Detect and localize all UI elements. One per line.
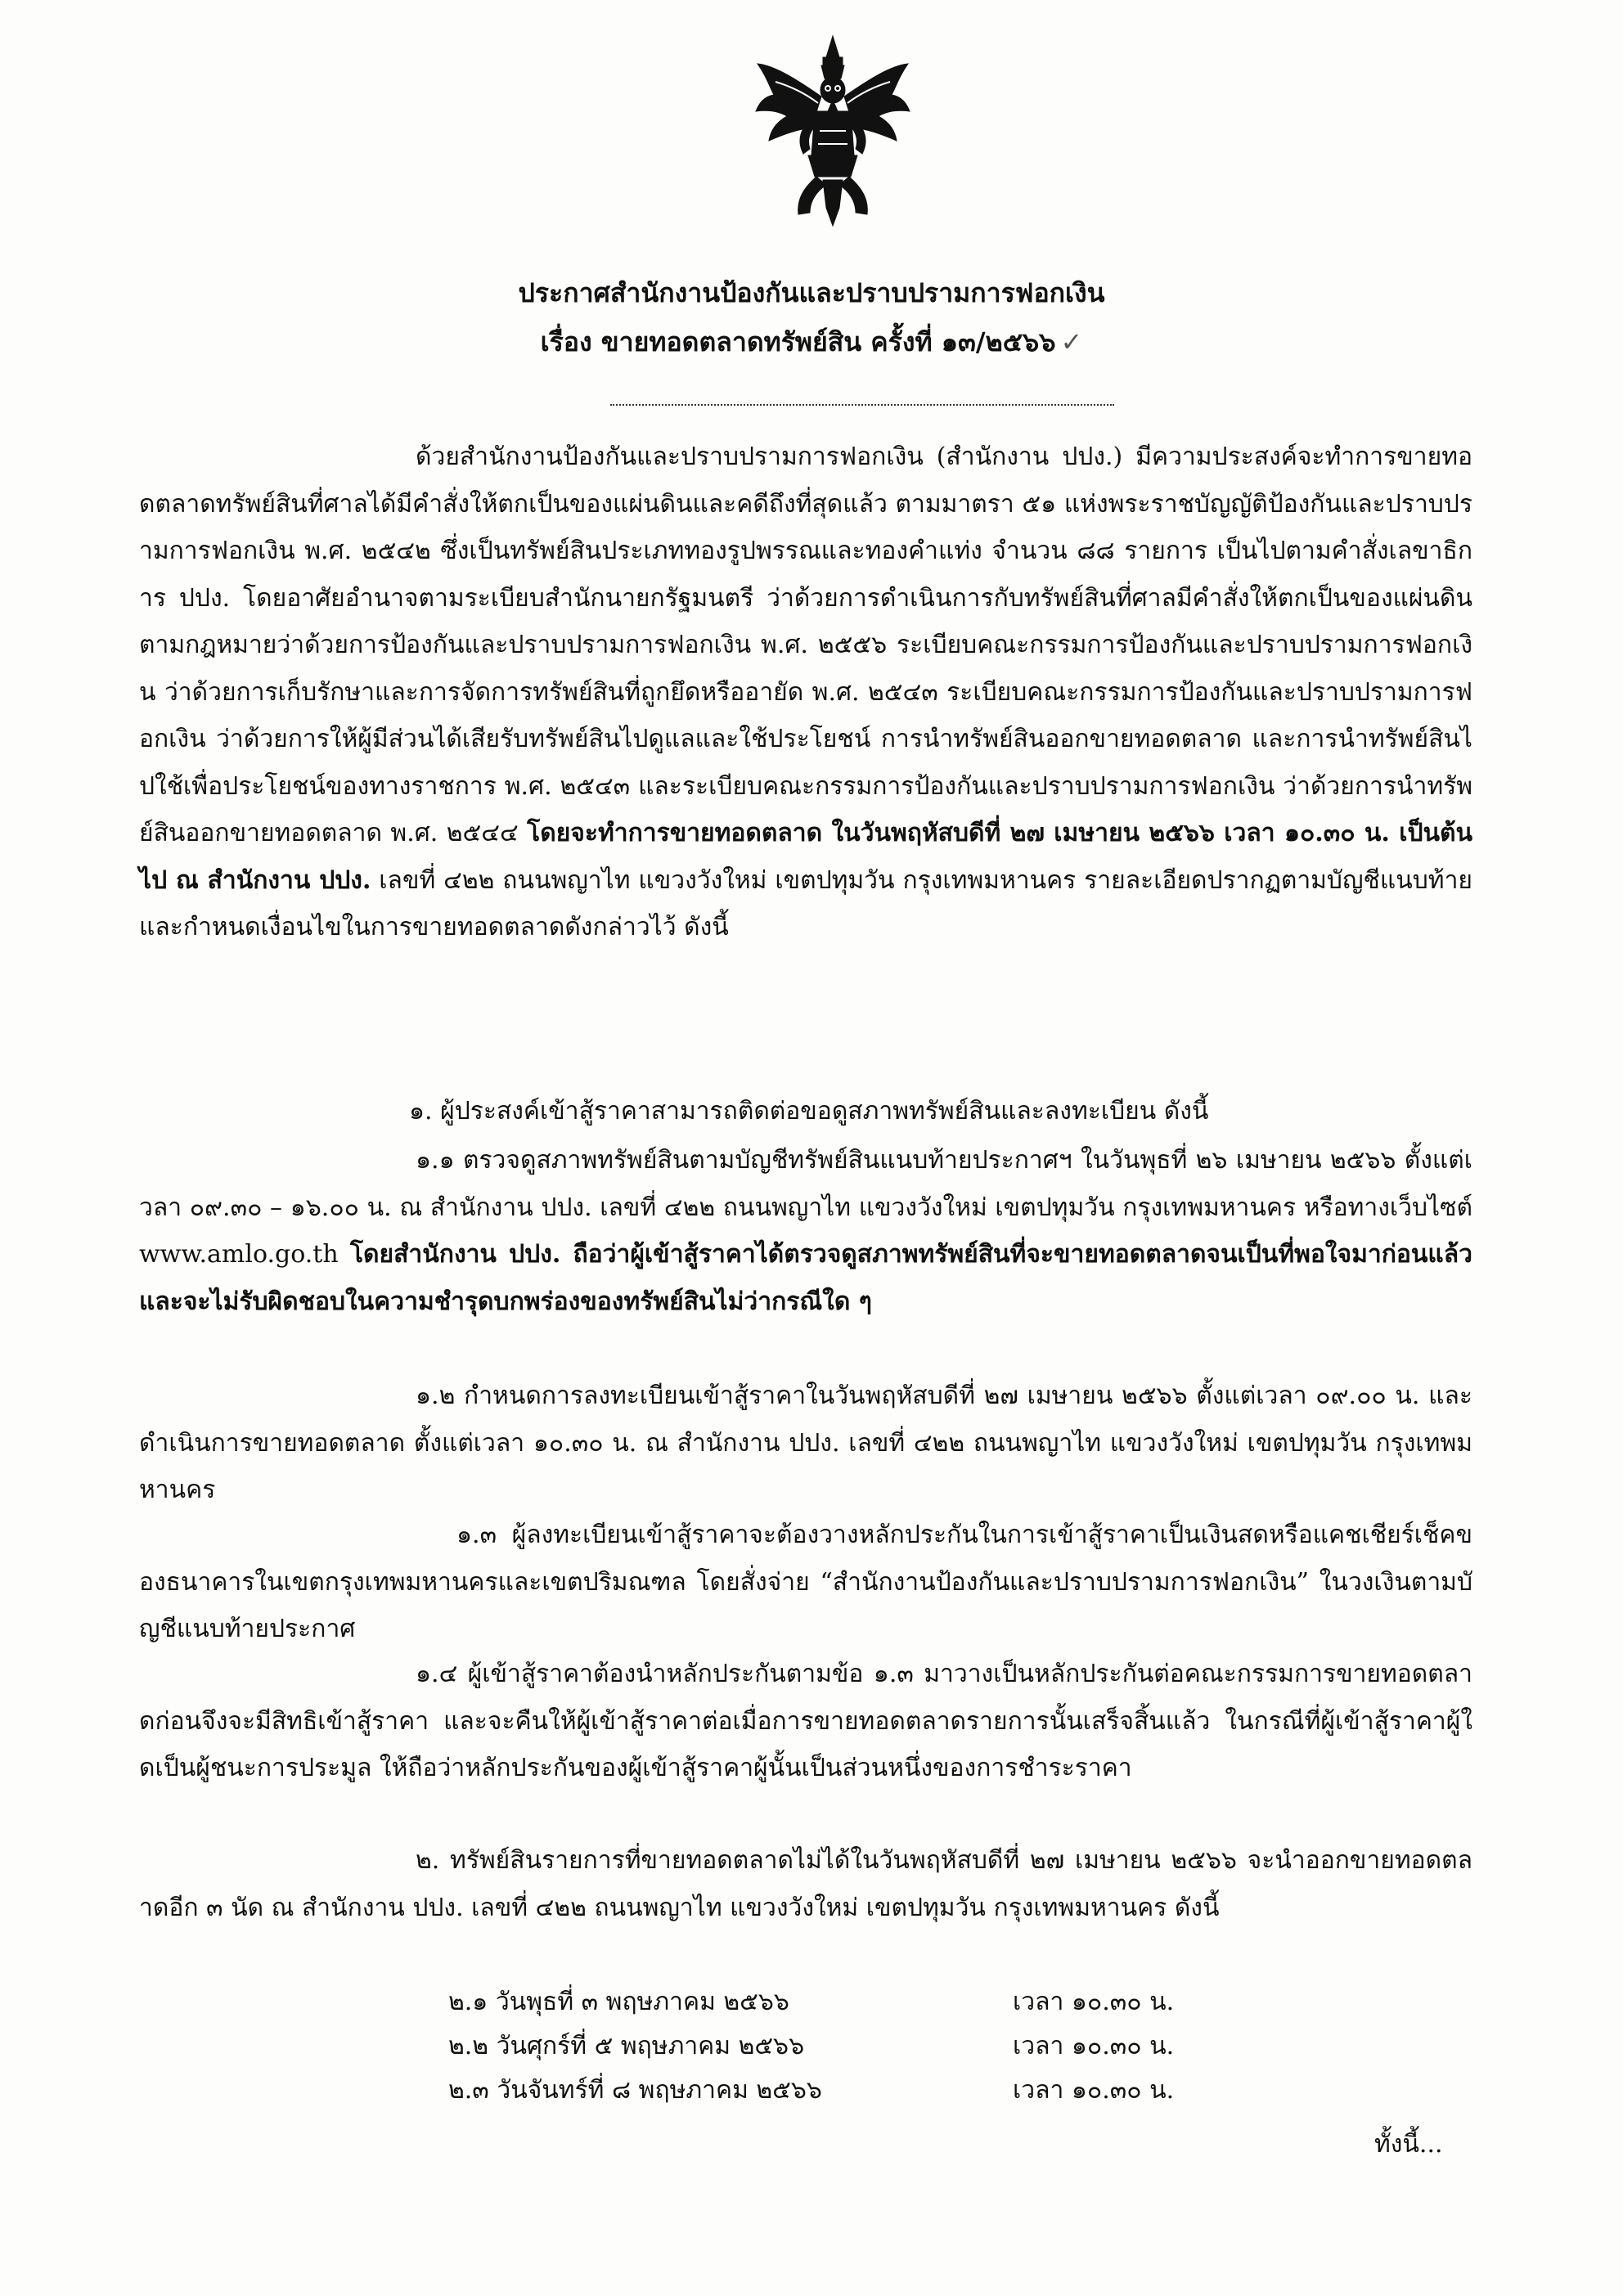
- continuation-marker: ทั้งนี้...: [1374, 2130, 1443, 2159]
- clause-1-3: ๑.๓ ผู้ลงทะเบียนเข้าสู้ราคาจะต้องวางหลักประกันในการเข้าสู้ราคาเป็นเงินสดหรือแคชเชียร์เช็คของธนาคารในเขตกรุงเทพมหานครและเขตปริมณฑล โดยสั่งจ่าย “สำนักงานป้องกันและปราบปรามการฟอกเงิน” ในวงเงินตามบัญชีแนบท้ายประกาศ: [139, 1521, 1472, 1643]
- intro-paragraph: [139, 434, 1472, 951]
- clause-1-2: ๑.๒ กำหนดการลงทะเบียนเข้าสู้ราคาในวันพฤหัสบดีที่ ๒๗ เมษายน ๒๕๖๖ ตั้งแต่เวลา ๐๙.๐๐ น. และดำเนินการขายทอดตลาด ตั้งแต่เวลา ๑๐.๓๐ น. ณ สำนักงาน ปปง. เลขที่ ๔๒๒ ถนนพญาไท แขวงวังใหม่ เขตปทุมวัน กรุงเทพมหานคร: [139, 1382, 1472, 1504]
- clause-1-4: ๑.๔ ผู้เข้าสู้ราคาต้องนำหลักประกันตามข้อ ๑.๓ มาวางเป็นหลักประกันต่อคณะกรรมการขายทอดตลาดก่อนจึงจะมีสิทธิเข้าสู้ราคา และจะคืนให้ผู้เข้าสู้ราคาต่อเมื่อการขายทอดตลาดรายการนั้นเสร็จสิ้นแล้ว ในกรณีที่ผู้เข้าสู้ราคาผู้ใดเป็นผู้ชนะการประมูล ให้ถือว่าหลักประกันของผู้เข้าสู้ราคาผู้นั้นเป็นส่วนหนึ่งของการชำระราคา: [139, 1660, 1472, 1782]
- clause-1-1-text: ๑.๑ ตรวจดูสภาพทรัพย์สินตามบัญชีทรัพย์สินแนบท้ายประกาศฯ ในวันพุธที่ ๒๖ เมษายน ๒๕๖๖ ตั้งแต่เวลา ๐๙.๓๐ – ๑๖.๐๐ น. ณ สำนักงาน ปปง. เลขที่ ๔๒๒ ถนนพญาไท แขวงวังใหม่ เขตปทุมวัน กรุงเทพมหานคร หรือทางเว็บไซต์ www.amlo.go.th: [139, 1146, 1472, 1269]
- clause-1-1: [139, 1137, 1472, 1325]
- announcement-subject-text: เรื่อง ขายทอดตลาดทรัพย์สิน ครั้งที่ ๑๓/๒๕๖๖: [540, 326, 1056, 357]
- clause-1: ๑. ผู้ประสงค์เข้าสู้ราคาสามารถติดต่อขอดูสภาพทรัพย์สินและลงทะเบียน ดังนี้: [409, 1097, 1209, 1126]
- schedule-time: เวลา ๑๐.๓๐ น.: [1013, 1988, 1175, 2016]
- intro-text-end: เลขที่ ๔๒๒ ถนนพญาไท แขวงวังใหม่ เขตปทุมวัน กรุงเทพมหานคร รายละเอียดปรากฏตามบัญชีแนบท้าย และกำหนดเงื่อนไขในการขายทอดตลาดดังกล่าวไว้ ดังนี้: [139, 865, 1472, 941]
- garuda-emblem-icon: [751, 33, 915, 229]
- clause-2: ๒. ทรัพย์สินรายการที่ขายทอดตลาดไม่ได้ในวันพฤหัสบดีที่ ๒๗ เมษายน ๒๕๖๖ จะนำออกขายทอดตลาดอีก ๓ นัด ณ สำนักงาน ปปง. เลขที่ ๔๒๒ ถนนพญาไท แขวงวังใหม่ เขตปทุมวัน กรุงเทพมหานคร ดังนี้: [139, 1846, 1472, 1922]
- schedule-time: เวลา ๑๐.๓๐ น.: [1013, 2032, 1175, 2060]
- announcement-subject: [245, 326, 1378, 358]
- schedule-date: ๒.๓ วันจันทร์ที่ ๘ พฤษภาคม ๒๕๖๖: [448, 2076, 822, 2105]
- announcement-title: ประกาศสำนักงานป้องกันและปราบปรามการฟอกเงิน: [518, 277, 1105, 308]
- intro-emphasis: โดยจะทำการขายทอดตลาด ในวันพฤหัสบดีที่ ๒๗ เมษายน ๒๕๖๖ เวลา ๑๐.๓๐ น. เป็นต้นไป ณ สำนักงาน ปปง.: [139, 819, 1473, 895]
- schedule-time: เวลา ๑๐.๓๐ น.: [1013, 2076, 1175, 2105]
- clause-1-1-emphasis: โดยสำนักงาน ปปง. ถือว่าผู้เข้าสู้ราคาได้ตรวจดูสภาพทรัพย์สินที่จะขายทอดตลาดจนเป็นที่พอใจมาก่อนแล้ว และจะไม่รับผิดชอบในความชำรุดบกพร่องของทรัพย์สินไม่ว่ากรณีใด ๆ: [139, 1240, 1472, 1316]
- schedule-date: ๒.๑ วันพุธที่ ๓ พฤษภาคม ๒๕๖๖: [448, 1988, 789, 2016]
- check-mark-icon: ✓: [1060, 326, 1083, 357]
- schedule-date: ๒.๒ วันศุกร์ที่ ๕ พฤษภาคม ๒๕๖๖: [448, 2032, 805, 2060]
- intro-text: ด้วยสำนักงานป้องกันและปราบปรามการฟอกเงิน (สำนักงาน ปปง.) มีความประสงค์จะทำการขายทอดตลาดทรัพย์สินที่ศาลได้มีคำสั่งให้ตกเป็นของแผ่นดินและคดีถึงที่สุดแล้ว ตามมาตรา ๕๑ แห่งพระราชบัญญัติป้องกันและปราบปรามการฟอกเงิน พ.ศ. ๒๕๔๒ ซึ่งเป็นทรัพย์สินประเภททองรูปพรรณและทองคำแท่ง จำนวน ๘๘ รายการ เป็นไปตามคำสั่งเลขาธิการ ปปง. โดยอาศัยอำนาจตามระเบียบสำนักนายกรัฐมนตรี ว่าด้วยการดำเนินการกับทรัพย์สินที่ศาลมีคำสั่งให้ตกเป็นของแผ่นดินตามกฎหมายว่าด้วยการป้องกันและปราบปรามการฟอกเงิน พ.ศ. ๒๕๕๖ ระเบียบคณะกรรมการป้องกันและปราบปรามการฟอกเงิน ว่าด้วยการเก็บรักษาและการจัดการทรัพย์สินที่ถูกยึดหรืออายัด พ.ศ. ๒๕๔๓ ระเบียบคณะกรรมการป้องกันและปราบปรามการฟอกเงิน ว่าด้วยการให้ผู้มีส่วนได้เสียรับทรัพย์สินไปดูแลและใช้ประโยชน์ การนำทรัพย์สินออกขายทอดตลาด และการนำทรัพย์สินไปใช้เพื่อประโยชน์ของทางราชการ พ.ศ. ๒๕๔๓ และระเบียบคณะกรรมการป้องกันและปราบปรามการฟอกเงิน ว่าด้วยการนำทรัพย์สินออกขายทอดตลาด พ.ศ. ๒๕๔๔: [139, 443, 1472, 847]
- dotted-divider: [610, 404, 1114, 406]
